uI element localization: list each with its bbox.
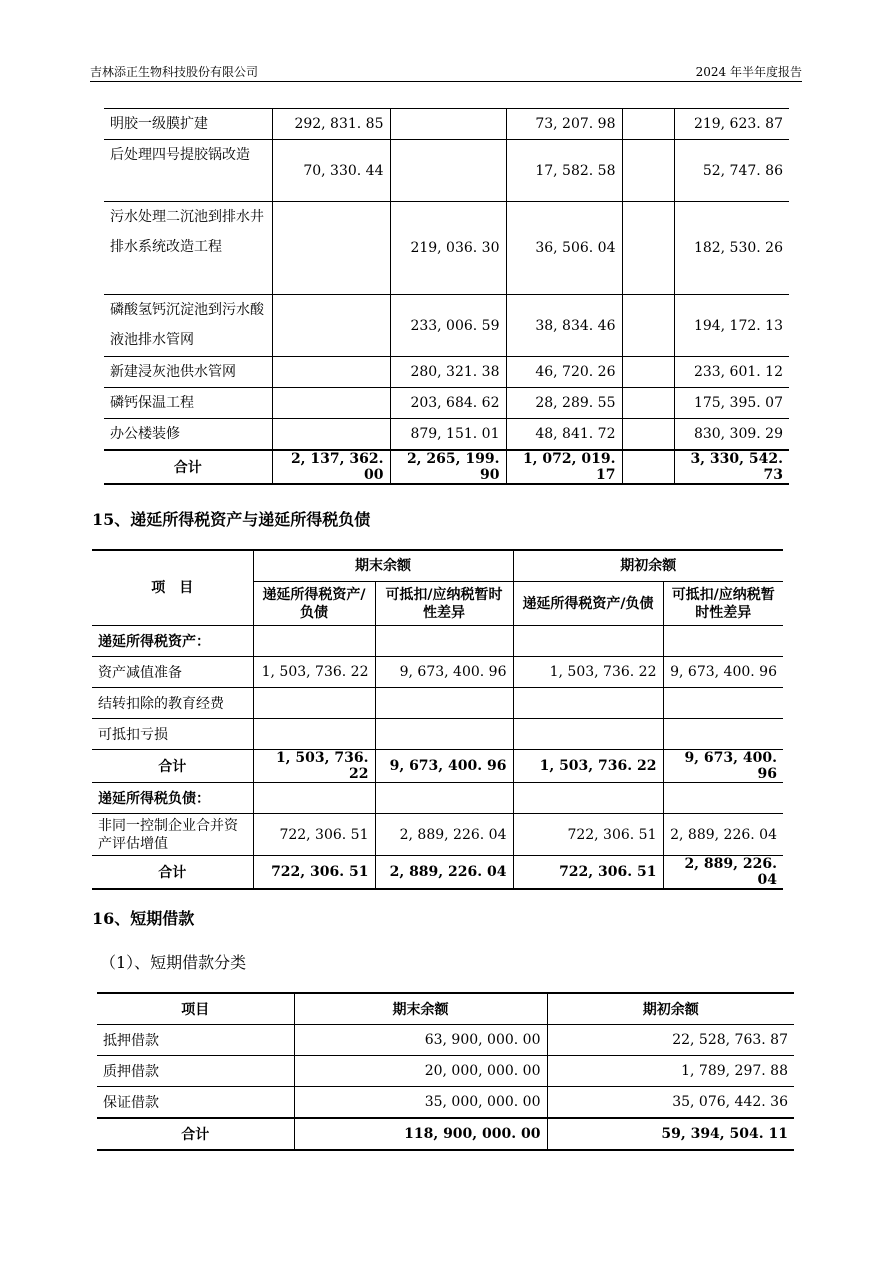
cell: 2, 889, 226. 04: [375, 814, 513, 856]
cell: 28, 289. 55: [506, 388, 622, 419]
cell: [272, 419, 390, 451]
cell: [272, 295, 390, 357]
cell: 203, 684. 62: [390, 388, 506, 419]
group-label: 递延所得税负债：: [92, 783, 253, 814]
cell: 38, 834. 46: [506, 295, 622, 357]
table-row: [104, 140, 789, 202]
cell: 1, 503, 736. 22: [253, 750, 375, 783]
report-title: 2024 年半年度报告: [695, 65, 802, 79]
cell: 722, 306. 51: [513, 814, 663, 856]
cell: 722, 306. 51: [253, 856, 375, 890]
cell: 73, 207. 98: [506, 109, 622, 140]
cell: 3, 330, 542. 73: [674, 450, 789, 484]
cell: [253, 688, 375, 719]
cell: [375, 719, 513, 750]
group-label: 递延所得税资产：: [92, 626, 253, 657]
cell: 722, 306. 51: [253, 814, 375, 856]
col-subheader: 递延所得税资产/负债: [253, 582, 375, 626]
cell: 118, 900, 000. 00: [294, 1118, 547, 1150]
cell: 2, 889, 226. 04: [663, 814, 783, 856]
cell: [622, 419, 674, 451]
section-16-subtitle: （1）、短期借款分类: [100, 953, 247, 972]
col-header-begin: 期初余额: [547, 993, 794, 1025]
cell: [622, 109, 674, 140]
header-row: [97, 993, 794, 1025]
cell: 59, 394, 504. 11: [547, 1118, 794, 1150]
cell: [390, 109, 506, 140]
row-name: 办公楼装修: [104, 419, 272, 451]
row-name: 抵押借款: [97, 1025, 294, 1056]
table-row: [92, 657, 783, 688]
cell: 9, 673, 400. 96: [663, 750, 783, 783]
cell: 879, 151. 01: [390, 419, 506, 451]
cell: 9, 673, 400. 96: [375, 657, 513, 688]
col-header-end: 期末余额: [294, 993, 547, 1025]
cell: 233, 006. 59: [390, 295, 506, 357]
table-row: [104, 388, 789, 419]
row-name: 非同一控制企业合并资产评估增值: [92, 814, 253, 856]
cell: 52, 747. 86: [674, 140, 789, 202]
short-term-loans-table: [97, 992, 794, 1151]
page-header: [90, 63, 802, 82]
cell: [622, 295, 674, 357]
cell: 2, 265, 199. 90: [390, 450, 506, 484]
col-header-item: 项 目: [92, 550, 253, 626]
table-row: [92, 814, 783, 856]
col-subheader: 可抵扣/应纳税暂时性差异: [663, 582, 783, 626]
section-16-title: 16、短期借款: [92, 909, 195, 928]
col-header-begin: 期初余额: [513, 550, 783, 582]
cell: 63, 900, 000. 00: [294, 1025, 547, 1056]
row-name: 磷酸氢钙沉淀池到污水酸液池排水管网: [104, 295, 272, 357]
table-row: [92, 719, 783, 750]
group-row: [92, 626, 783, 657]
cell: 830, 309. 29: [674, 419, 789, 451]
col-header-end: 期末余额: [253, 550, 513, 582]
cell: 722, 306. 51: [513, 856, 663, 890]
total-label: 合计: [97, 1118, 294, 1150]
cell: 1, 503, 736. 22: [513, 750, 663, 783]
cell: 175, 395. 07: [674, 388, 789, 419]
cell: [663, 688, 783, 719]
cell: [622, 450, 674, 484]
cell: [272, 357, 390, 388]
cell: 35, 076, 442. 36: [547, 1087, 794, 1119]
col-header-item: 项目: [97, 993, 294, 1025]
company-name: 吉林添正生物科技股份有限公司: [90, 65, 259, 79]
cell: [622, 357, 674, 388]
row-name: 污水处理二沉池到排水井排水系统改造工程: [104, 202, 272, 295]
total-row: [92, 750, 783, 783]
cell: 182, 530. 26: [674, 202, 789, 295]
row-name: 质押借款: [97, 1056, 294, 1087]
cell: 194, 172. 13: [674, 295, 789, 357]
cell: 22, 528, 763. 87: [547, 1025, 794, 1056]
total-label: 合计: [92, 750, 253, 783]
cell: [663, 719, 783, 750]
row-name: 明胶一级膜扩建: [104, 109, 272, 140]
table-row: [104, 202, 789, 295]
row-name: 新建浸灰池供水管网: [104, 357, 272, 388]
total-row: [104, 450, 789, 484]
cell: [272, 202, 390, 295]
construction-table: [104, 108, 789, 485]
table-row: [104, 109, 789, 140]
row-name: 结转扣除的教育经费: [92, 688, 253, 719]
row-name: 保证借款: [97, 1087, 294, 1119]
cell: [272, 388, 390, 419]
table-row: [104, 419, 789, 451]
cell: 1, 503, 736. 22: [253, 657, 375, 688]
cell: [622, 202, 674, 295]
table-row: [92, 688, 783, 719]
cell: 280, 321. 38: [390, 357, 506, 388]
cell: 17, 582. 58: [506, 140, 622, 202]
table-row: [97, 1025, 794, 1056]
cell: 1, 789, 297. 88: [547, 1056, 794, 1087]
row-name: 磷钙保温工程: [104, 388, 272, 419]
cell: 2, 137, 362. 00: [272, 450, 390, 484]
table-row: [97, 1056, 794, 1087]
row-name: 资产减值准备: [92, 657, 253, 688]
total-label: 合计: [92, 856, 253, 890]
cell: 1, 072, 019. 17: [506, 450, 622, 484]
table-row: [97, 1087, 794, 1119]
cell: [513, 719, 663, 750]
cell: 20, 000, 000. 00: [294, 1056, 547, 1087]
cell: 219, 036. 30: [390, 202, 506, 295]
group-row: [92, 783, 783, 814]
row-name: 可抵扣亏损: [92, 719, 253, 750]
cell: [253, 719, 375, 750]
cell: [513, 688, 663, 719]
cell: 219, 623. 87: [674, 109, 789, 140]
cell: 36, 506. 04: [506, 202, 622, 295]
cell: 46, 720. 26: [506, 357, 622, 388]
cell: 2, 889, 226. 04: [663, 856, 783, 890]
cell: [375, 688, 513, 719]
cell: [390, 140, 506, 202]
cell: 2, 889, 226. 04: [375, 856, 513, 890]
total-row: [92, 856, 783, 890]
total-row: [97, 1118, 794, 1150]
cell: 35, 000, 000. 00: [294, 1087, 547, 1119]
col-subheader: 递延所得税资产/负债: [513, 582, 663, 626]
cell: 1, 503, 736. 22: [513, 657, 663, 688]
header-row: [92, 550, 783, 582]
table-row: [104, 295, 789, 357]
total-label: 合计: [104, 450, 272, 484]
deferred-tax-table: [92, 549, 783, 890]
cell: 9, 673, 400. 96: [375, 750, 513, 783]
row-name: 后处理四号提胶锅改造: [104, 140, 272, 202]
section-15-title: 15、递延所得税资产与递延所得税负债: [92, 510, 371, 529]
cell: 9, 673, 400. 96: [663, 657, 783, 688]
table-row: [104, 357, 789, 388]
cell: [622, 140, 674, 202]
cell: 48, 841. 72: [506, 419, 622, 451]
cell: 70, 330. 44: [272, 140, 390, 202]
cell: 292, 831. 85: [272, 109, 390, 140]
col-subheader: 可抵扣/应纳税暂时性差异: [375, 582, 513, 626]
cell: [622, 388, 674, 419]
cell: 233, 601. 12: [674, 357, 789, 388]
